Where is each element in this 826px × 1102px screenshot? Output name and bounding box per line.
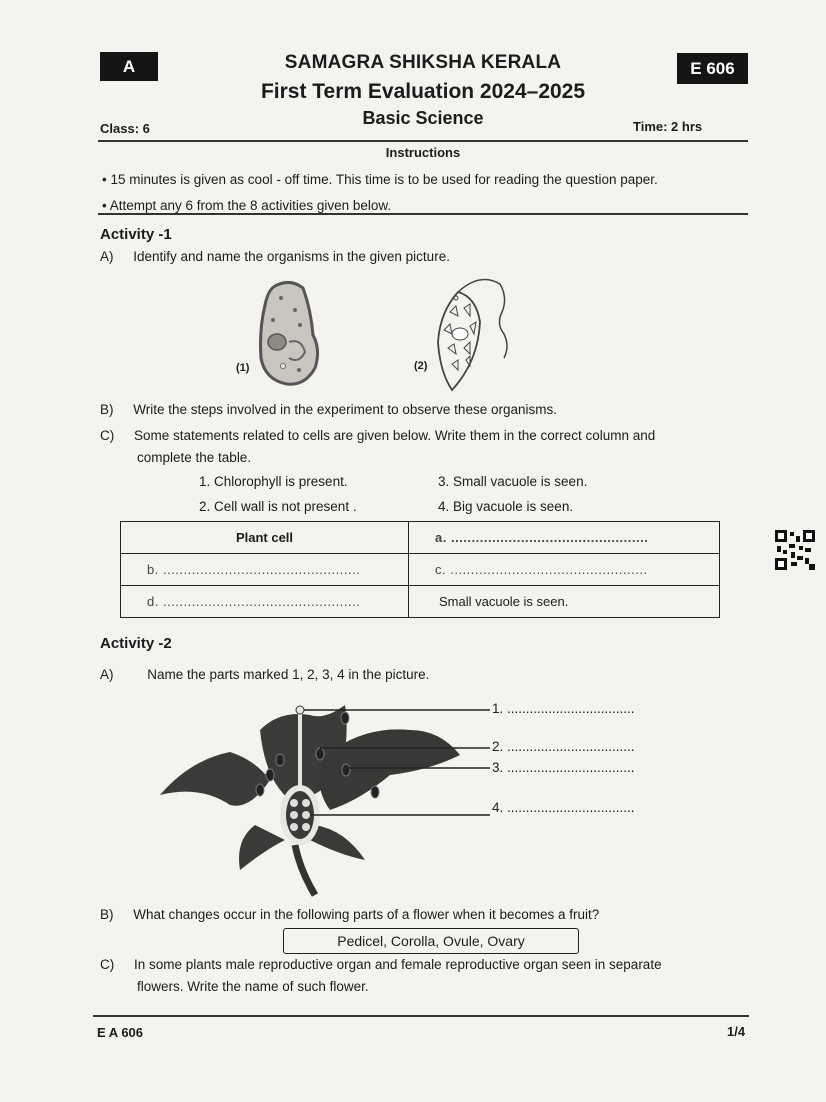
- activity-2-question-b: [100, 907, 599, 922]
- question-label: C): [100, 957, 115, 972]
- question-text: Write the steps involved in the experiment to observe these organisms.: [133, 402, 557, 417]
- subject-title: Basic Science: [362, 108, 484, 128]
- org-title: SAMAGRA SHIKSHA KERALA: [284, 52, 562, 73]
- flower-parts-box: Pedicel, Corolla, Ovule, Ovary: [283, 928, 579, 954]
- activity-2-question-c: [100, 957, 662, 972]
- instructions-heading: Instructions: [385, 145, 461, 160]
- table-cell-blank-d[interactable]: d. ................................................: [121, 586, 409, 618]
- qr-code-icon: [775, 530, 815, 570]
- statement-2: 2. Cell wall is not present .: [199, 499, 357, 514]
- question-text-continued: flowers. Write the name of such flower.: [137, 979, 369, 994]
- footer-divider: [93, 1015, 749, 1017]
- statement-1: 1. Chlorophyll is present.: [199, 474, 348, 489]
- statement-4: 4. Big vacuole is seen.: [438, 499, 574, 514]
- table-row: [121, 586, 720, 618]
- page-number: 1/4: [727, 1024, 746, 1039]
- instruction-text: Attempt any 6 from the 8 activities given below.: [109, 198, 392, 213]
- question-label: B): [100, 402, 114, 417]
- table-cell-blank-b[interactable]: b. ................................................: [121, 554, 409, 586]
- part-label-1[interactable]: 1. ..................................: [492, 701, 635, 716]
- question-text: Identify and name the organisms in the given picture.: [133, 249, 450, 264]
- paramecium-figure: [255, 280, 325, 390]
- header-divider: [98, 140, 748, 142]
- flower-diagram: [160, 700, 490, 900]
- figure-label-2: (2): [414, 360, 428, 372]
- question-label: C): [100, 428, 115, 443]
- footer-code: E A 606: [97, 1025, 144, 1040]
- question-text: What changes occur in the following parts of a flower when it becomes a fruit?: [133, 907, 600, 922]
- activity-2-title: Activity -2: [100, 635, 172, 652]
- question-label: A): [100, 667, 114, 682]
- table-cell-small-vacuole: Small vacuole is seen.: [409, 586, 720, 618]
- euglena-figure: [430, 272, 530, 392]
- instruction-item: • 15 minutes is given as cool - off time. This time is to be used for reading the question paper.: [102, 172, 658, 187]
- instruction-text: 15 minutes is given as cool - off time. This time is to be used for reading the question paper.: [110, 172, 658, 187]
- statement-3: 3. Small vacuole is seen.: [438, 474, 588, 489]
- exam-title: First Term Evaluation 2024–2025: [260, 80, 586, 103]
- question-text: In some plants male reproductive organ and female reproductive organ seen in separate: [134, 957, 662, 972]
- question-text: Name the parts marked 1, 2, 3, 4 in the picture.: [147, 667, 430, 682]
- question-label: B): [100, 907, 114, 922]
- table-cell-blank-a[interactable]: a. ................................................: [409, 522, 720, 554]
- part-label-4[interactable]: 4. ..................................: [492, 800, 635, 815]
- instructions-divider: [98, 213, 748, 215]
- activity-1-question-a: [100, 249, 450, 264]
- activity-2-question-a: [100, 667, 429, 682]
- question-text-continued: complete the table.: [137, 450, 252, 465]
- table-row: [121, 522, 720, 554]
- table-cell-blank-c[interactable]: c. ................................................: [409, 554, 720, 586]
- activity-1-title: Activity -1: [100, 226, 172, 243]
- set-code-badge: A: [100, 52, 158, 81]
- activity-1-question-b: [100, 402, 557, 417]
- question-text: Some statements related to cells are given below. Write them in the correct column and: [134, 428, 656, 443]
- table-cell-header-plant: Plant cell: [121, 522, 409, 554]
- time-label: Time: 2 hrs: [633, 119, 703, 134]
- part-label-2[interactable]: 2. ..................................: [492, 739, 635, 754]
- activity-1-question-c: [100, 428, 655, 443]
- part-label-3[interactable]: 3. ..................................: [492, 760, 635, 775]
- figure-label-1: (1): [236, 362, 250, 374]
- question-label: A): [100, 249, 114, 264]
- cell-comparison-table: [120, 521, 720, 618]
- paper-code-badge: E 606: [677, 53, 748, 84]
- table-row: [121, 554, 720, 586]
- class-label: Class: 6: [100, 121, 150, 136]
- instruction-item: • Attempt any 6 from the 8 activities given below.: [102, 198, 392, 213]
